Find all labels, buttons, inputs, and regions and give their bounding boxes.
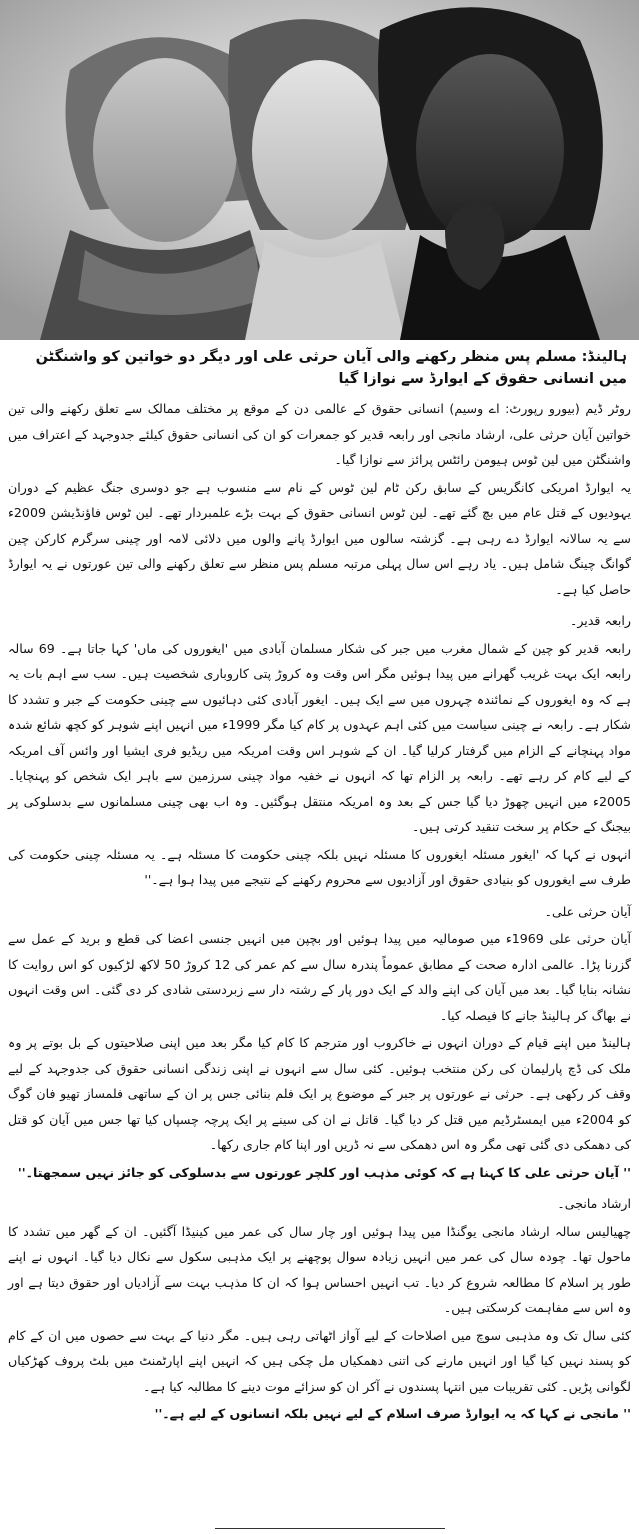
paragraph: رابعہ قدیر کو چین کے شمال مغرب میں جبر کی شکار مسلمان آبادی میں 'ایغوروں کی ماں' کہا جاتا ہے۔ 69 سالہ رابعہ ایک بہت غریب گھرانے میں پیدا ہوئیں مگر اس وقت وہ کروڑ پتی کاروباری شخصیت ہیں۔ سب سے اہم بات یہ ہے کہ وہ ایغوروں کے نمائندہ چہروں میں سے ایک ہیں۔ ایغور آبادی کئی دہائیوں سے چینی حکومت کے جبر و تشدد کا شکار ہے۔ رابعہ نے چینی سیاست میں کئی اہم عہدوں پر کام کیا مگر 1999ء میں انہیں اپنے شوہر کو کچھ شائع شدہ مواد پہنچانے کے الزام میں گرفتار کرلیا گیا۔ ان کے شوہر اس وقت امریکہ میں ریڈیو فری ایشیا اور وائس آف امریکہ کے لیے کام کر رہے تھے۔ رابعہ پر الزام تھا کہ انہوں نے خفیہ مواد چینی سرزمین سے باہر ایک شخص کو پہنچایا۔ 2005ء میں انہیں چھوڑ دیا گیا جس کے بعد وہ امریکہ منتقل ہوگئیں۔ وہ اب بھی چینی مسلمانوں سے بدسلوکی پر بیجنگ کے حکام پر سخت تنقید کرتی ہیں۔ bbox=[8, 640, 631, 834]
section-heading-rabia: رابعہ قدیر۔ bbox=[569, 613, 631, 628]
section-heading-ayaan: آیان حرثی علی۔ bbox=[544, 903, 631, 919]
lead-paragraph: روٹر ڈیم (بیورو رپورٹ: اے وسیم) انسانی حقوق کے عالمی دن کے موقع پر مختلف ممالک سے تعلق رکھنے والی تین خواتین آیان حرثی علی، ارشاد مانجی اور رابعہ قدیر کو جمعرات کو ان کی انسانی حقوق کیلئے جدوجہد کے اعتراف میں واشنگٹن میں لین ٹوس ہیومن رائٹس پرائز سے نوازا گیا۔ bbox=[8, 401, 631, 467]
pull-quote: '' مانجی نے کہا کہ یہ ایوارڈ صرف اسلام کے لیے نہیں بلکہ انسانوں کے لیے ہے۔'' bbox=[154, 1406, 631, 1421]
three-women-portrait-icon bbox=[0, 0, 639, 340]
paragraph: یہ ایوارڈ امریکی کانگریس کے سابق رکن ٹام لین ٹوس کے نام سے منسوب ہے جو دوسری جنگ عظیم کے دوران یہودیوں کے قتل عام میں بچ گئے تھے۔ لین ٹوس انسانی حقوق کے بہت بڑے علمبردار تھے۔ لین ٹوس فاؤنڈیشن 2009ء سے یہ سالانہ ایوارڈ دے رہی ہے۔ گزشتہ سالوں میں ایوارڈ پانے والوں میں دلائی لامہ اور چینی سرگرم کارکن چین گوانگ چینگ شامل ہیں۔ یاد رہے اس سال پہلی مرتبہ مسلم پس منظر سے تعلق رکھنے والی تین عورتوں نے یہ ایوارڈ حاصل کیا ہے۔ bbox=[8, 479, 631, 597]
article bbox=[8, 346, 631, 1429]
paragraph: کئی سال تک وہ مذہبی سوچ میں اصلاحات کے لیے آواز اٹھاتی رہی ہیں۔ مگر دنیا کے بہت سے حصوں میں ان کے کام کو پسند نہیں کیا گیا اور انہیں مارنے کی اتنی دھمکیاں مل چکی ہیں کہ انہیں اپنے اپارٹمنٹ میں بلٹ پروف کھڑکیاں لگوانی پڑیں۔ کئی تقریبات میں انتہا پسندوں نے آکر ان کو سزائے موت دینے کا مطالبہ کیا ہے۔ bbox=[8, 1327, 631, 1394]
paragraph: انہوں نے کہا کہ 'ایغور مسئلہ ایغوروں کا مسئلہ نہیں بلکہ چینی حکومت کا مسئلہ ہے۔ یہ مسئلہ چینی حکومت کی طرف سے ایغوروں کو بنیادی حقوق اور آزادیوں سے محروم رکھنے کے نتیجے میں پیدا ہوا ہے۔'' bbox=[8, 846, 631, 887]
footer-divider bbox=[215, 1528, 445, 1529]
paragraph: آیان حرثی علی 1969ء میں صومالیہ میں پیدا ہوئیں اور بچپن میں انہیں جنسی اعضا کی قطع و برید کے عمل سے گزرنا پڑا۔ عالمی ادارہ صحت کے مطابق عموماً پندرہ سال سے کم عمر کی 12 کروڑ 50 لاکھ لڑکیوں کو اس روایت کا نشانہ بنایا گیا۔ بعد میں آیان کی اپنے والد کے ایک دور پار کے رشتہ دار سے زبردستی شادی کر دی گئی۔ اس وقت انہوں نے بھاگ کر ہالینڈ جانے کا فیصلہ کیا۔ bbox=[8, 931, 632, 1023]
paragraph: چھیالیس سالہ ارشاد مانجی یوگنڈا میں پیدا ہوئیں اور چار سال کی عمر میں کینیڈا آگئیں۔ ان کے گھر میں تشدد کا ماحول تھا۔ چودہ سال کی عمر میں انہیں زیادہ سوال پوچھنے پر ایک مذہبی سکول سے نکال دیا گیا۔ انہوں نے اپنے طور پر اسلام کا مطالعہ شروع کر دیا۔ تب انہیں احساس ہوا کہ ان کا مذہب بہت سے آزادیاں اور حقوق دیتا ہے اور وہ اس سے مفاہمت کرسکتی ہیں۔ bbox=[8, 1223, 631, 1315]
pull-quote: '' آیان حرثی علی کا کہنا ہے کہ کوئی مذہب اور کلچر عورتوں سے بدسلوکی کو جائز نہیں سمجھتا۔'' bbox=[17, 1164, 631, 1180]
header-photo bbox=[0, 0, 639, 340]
headline: ہالینڈ: مسلم پس منظر رکھنے والی آیان حرثی علی اور دیگر دو خواتین کو واشنگٹن میں انسانی حقوق کے ایوارڈ سے نوازا گیا bbox=[35, 349, 627, 387]
paragraph: ہالینڈ میں اپنے قیام کے دوران انہوں نے خاکروب اور مترجم کا کام کیا مگر بعد میں اپنی صلاحیتوں کے بل بوتے پر وہ ملک کی ڈچ پارلیمان کی رکن منتخب ہوئیں۔ کئی سال سے انہوں نے اپنی زندگی انسانی حقوق کی جدوجہد کے لیے وقف کر رکھی ہے۔ حرثی نے عورتوں پر جبر کے موضوع پر ایک فلم بنائی جس پر ان کے ساتھی فلمساز تھیو فان گوگ کو 2004ء میں ایمسٹرڈیم میں قتل کر دیا گیا۔ قاتل نے ان کی سینے پر ایک پرچہ چسپاں کیا تھا جس میں آیان کو قتل کی دھمکی دی گئی تھی مگر وہ اس دھمکی سے نہ ڈریں اور اپنا کام جاری رکھا۔ bbox=[8, 1035, 631, 1152]
section-heading-irshad: ارشاد مانجی۔ bbox=[557, 1196, 631, 1211]
